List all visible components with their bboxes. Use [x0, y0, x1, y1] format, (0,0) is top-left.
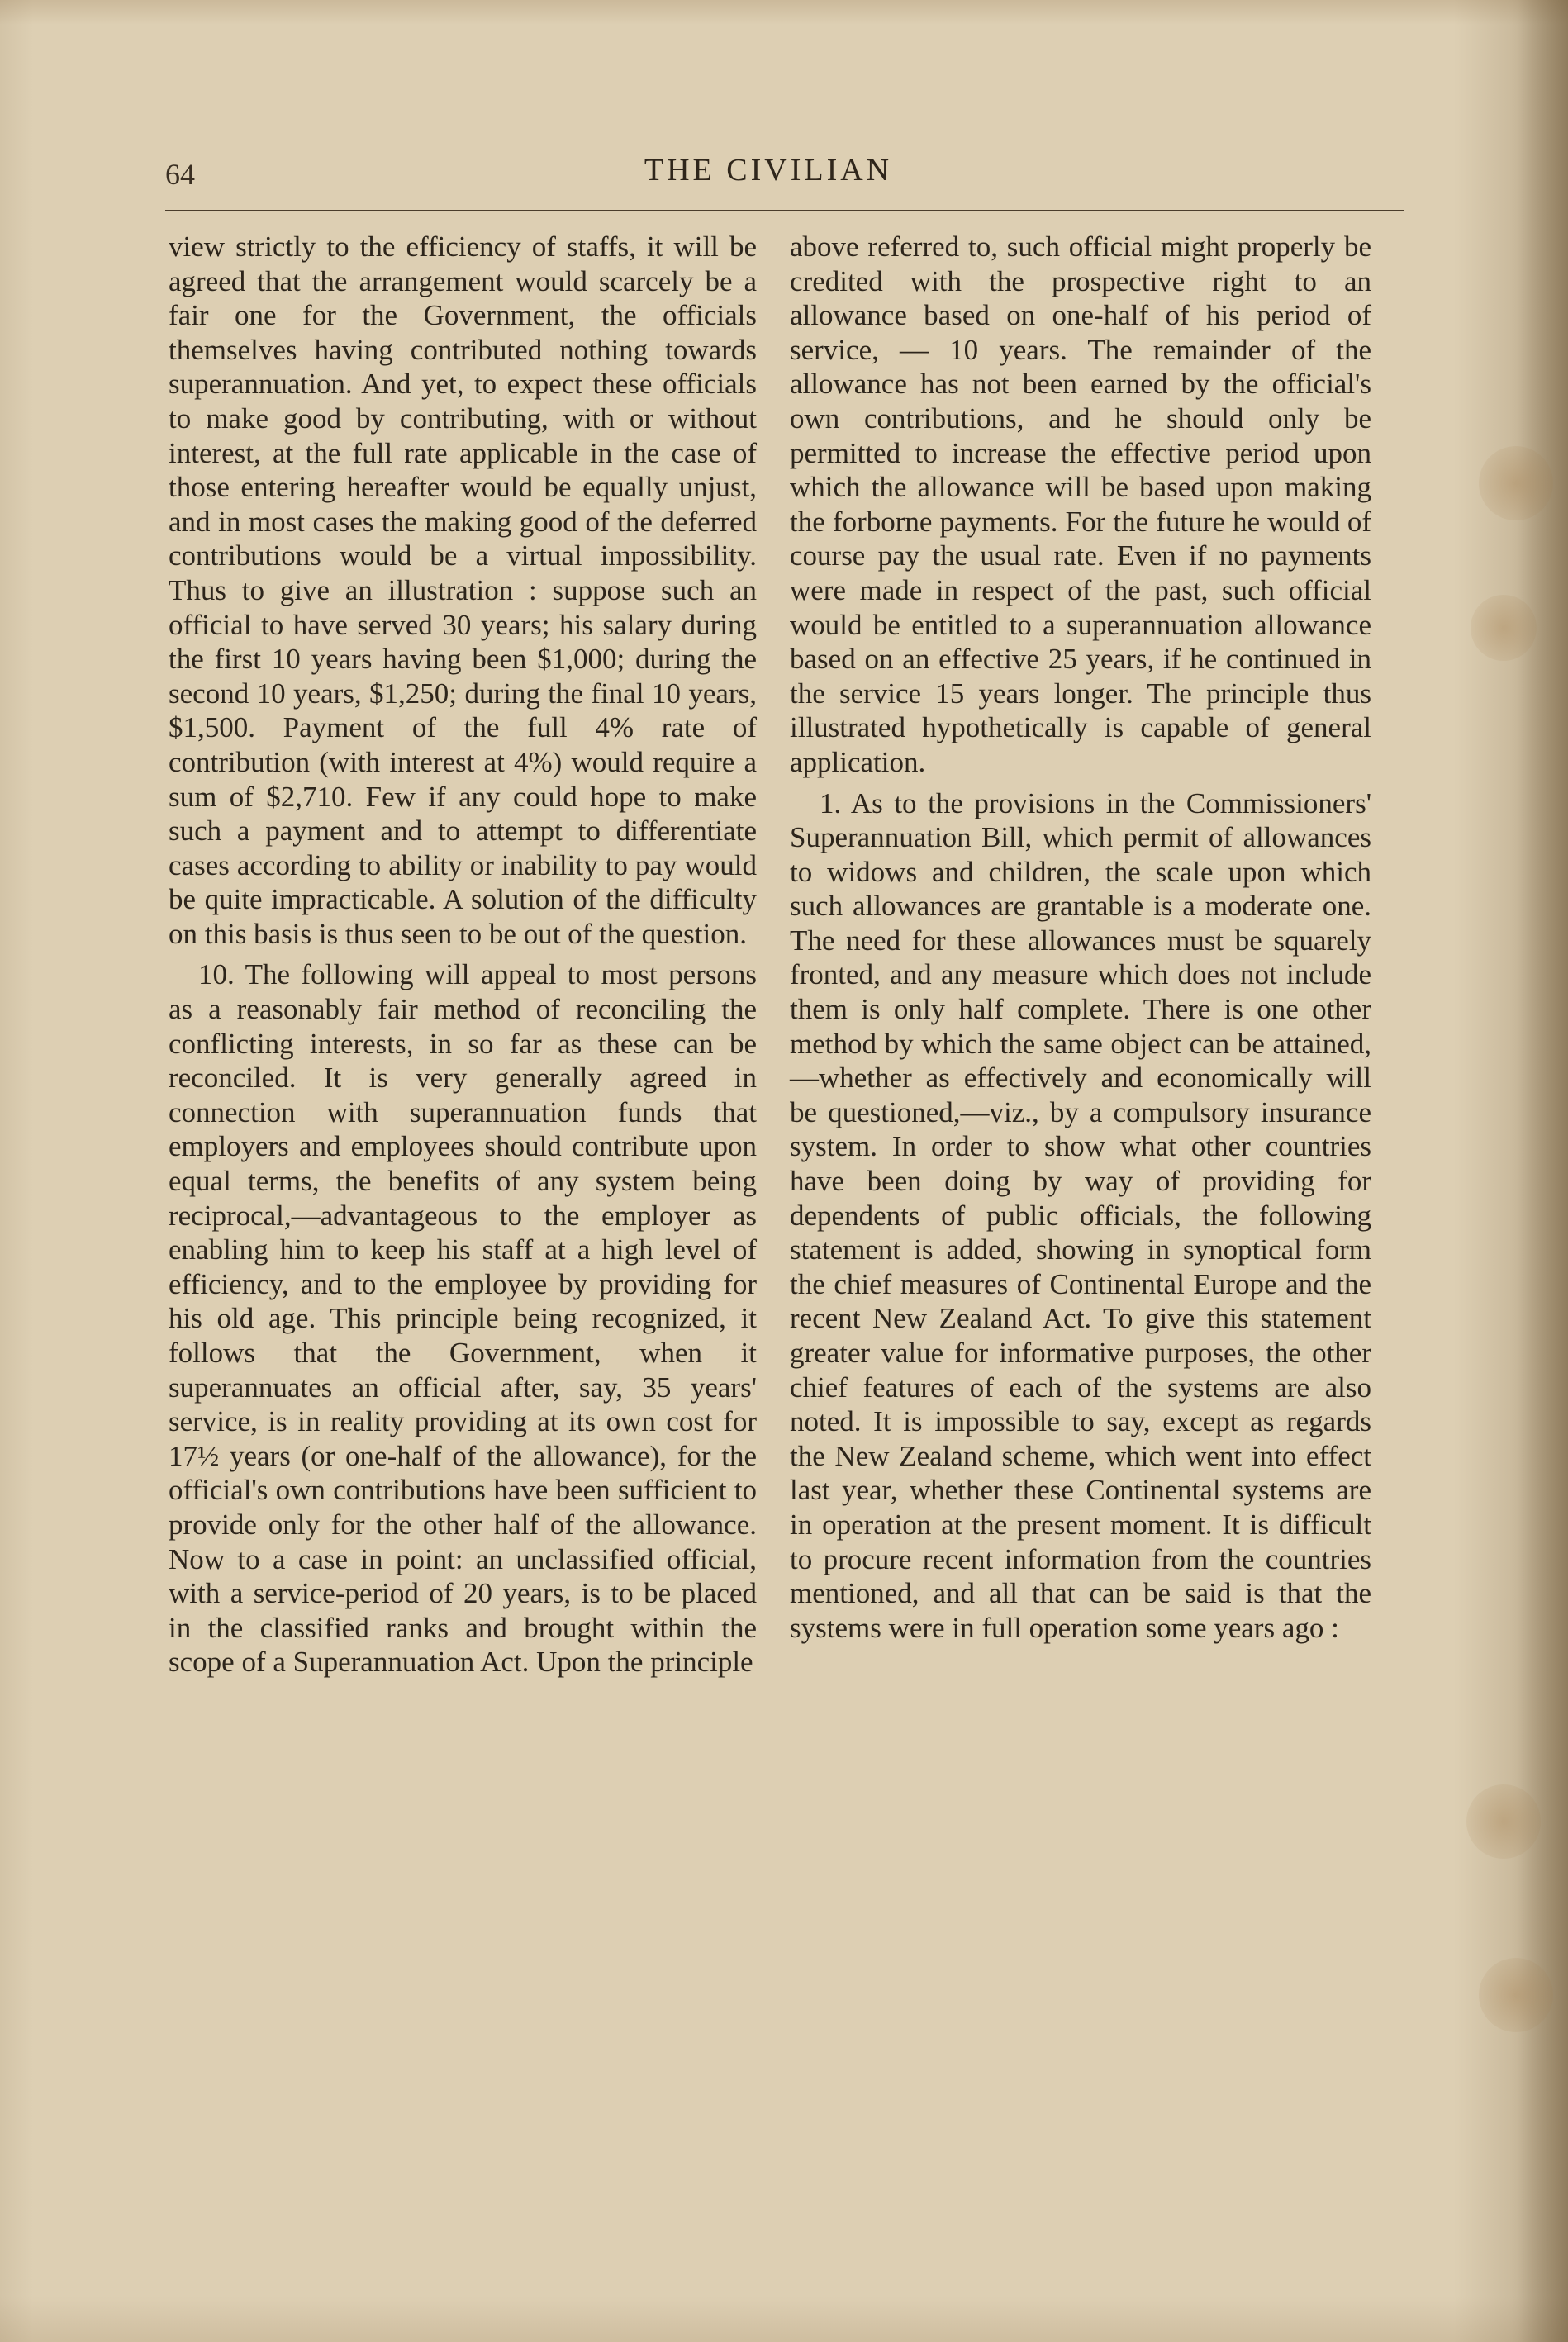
- running-head-title: THE CIVILIAN: [644, 153, 893, 188]
- paragraph: above referred to, such official might properly be credited with the prospective right to an allowance based on one-half of his period of service, — 10 years. The remainder of the allowance has not been earned by the official's own contributions, and he should only be permitted to increase the effective period upon which the allowance will be based upon making the forborne payments. For the future he would of course pay the usual rate. Even if no payments were made in respect of the past, such official would be entitled to a superannuation allowance based on an effective 25 years, if he continued in the service 15 years longer. The principle thus illustrated hypothetically is capable of general application.: [790, 230, 1371, 778]
- paper-stain: [1471, 595, 1537, 661]
- page-number: 64: [165, 158, 195, 191]
- paragraph: 10. The following will appeal to most persons as a reasonably fair method of reconciling the conflicting interests, in so far as these can be reconciled. It is very generally agreed in connection with superannuation funds that employers and employees should contribute upon equal terms, the benefits of any system being reciprocal,—advantageous to the employer as enabling him to keep his staff at a high level of efficiency, and to the employee by providing for his old age. This principle being recognized, it follows that the Government, when it superannuates an official after, say, 35 years' service, is in reality providing at its own cost for 17½ years (or one-half of the allowance), for the official's own contributions have been sufficient to provide only for the other half of the allowance. Now to a case in point: an unclassified official, with a service-period of 20 years, is to be placed in the classified ranks and brought within the scope of a Superannuation Act. Upon the principle: [169, 958, 757, 1679]
- paragraph: 1. As to the provisions in the Commissioners' Superannuation Bill, which permit of allowances to widows and children, the scale upon which such allowances are grantable is a moderate one. The need for these allowances must be squarely fronted, and any measure which does not include them is only half complete. There is one other method by which the same object can be attained,—whether as effectively and economically will be questioned,—viz., by a compulsory insurance system. In order to show what other countries have been doing by way of providing for dependents of public officials, the following statement is added, showing in synoptical form the chief measures of Continental Europe and the recent New Zealand Act. To give this statement greater value for informative purposes, the other chief features of each of the systems are also noted. It is impossible to say, except as regards the New Zealand scheme, which went into effect last year, whether these Continental systems are in operation at the present moment. It is difficult to procure recent information from the countries mentioned, and all that can be said is that the systems were in full operation some years ago :: [790, 786, 1371, 1644]
- right-column: [790, 230, 1371, 1651]
- header-rule: [165, 210, 1404, 211]
- paper-stain: [1479, 446, 1553, 520]
- left-column: [169, 230, 757, 1686]
- paper-stain: [1479, 1958, 1553, 2032]
- paper-stain: [1466, 1784, 1541, 1859]
- paragraph: view strictly to the efficiency of staffs, it will be agreed that the arrangement would scarcely be a fair one for the Government, the officials themselves having contributed nothing towards superannuation. And yet, to expect these officials to make good by contributing, with or without interest, at the full rate applicable in the case of those entering hereafter would be equally unjust, and in most cases the making good of the deferred contributions would be a virtual impossibility. Thus to give an illustration : suppose such an official to have served 30 years; his salary during the first 10 years having been $1,000; during the second 10 years, $1,250; during the final 10 years, $1,500. Payment of the full 4% rate of contribution (with interest at 4%) would require a sum of $2,710. Few if any could hope to make such a payment and to attempt to differentiate cases according to ability or inability to pay would be quite impracticable. A solution of the difficulty on this basis is thus seen to be out of the question.: [169, 230, 757, 950]
